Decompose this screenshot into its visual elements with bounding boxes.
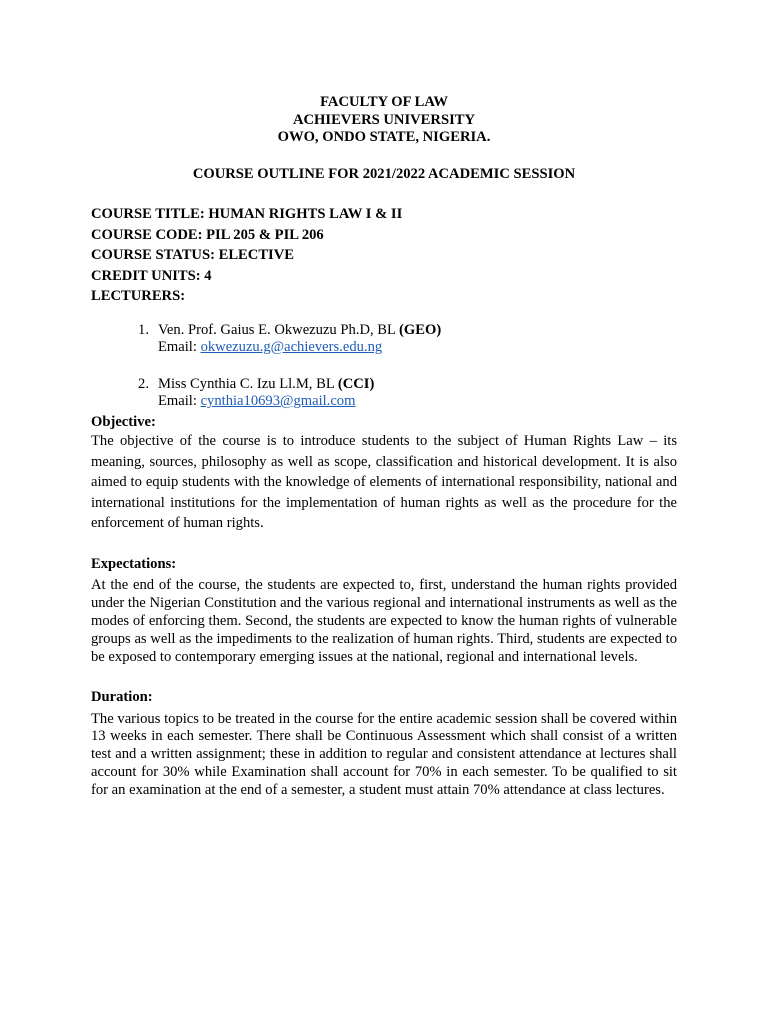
lecturers-list [91,322,677,411]
duration-paragraph: The various topics to be treated in the course for the entire academic session shall be covered within 13 weeks in each semester. There shall be Continuous Assessment which shall consist of a written test and a written assignment; these in addition to regular and consistent attendance at lectures shall account for 30% while Examination shall account for 70% in each semester. To be qualified to sit for an examination at the end of a semester, a student must attain 70% attendance at class lectures. [91,710,677,799]
list-number: 1. [138,321,149,338]
expectations-paragraph: At the end of the course, the students are expected to, first, understand the human rights provided under the Nigerian Constitution and the various regional and international instruments as well as the modes of enforcing them. Second, the students are expected to know the human rights of vulnerable groups as well as the impediments to the realization of human rights. Third, students are expected to be exposed to contemporary emerging issues at the national, regional and international levels. [91,577,677,666]
course-code: COURSE CODE: PIL 205 & PIL 206 [91,226,324,243]
lecturer-initials: (GEO) [399,321,442,338]
course-status: COURSE STATUS: ELECTIVE [91,247,295,263]
course-title: COURSE TITLE: HUMAN RIGHTS LAW I & II [91,206,403,222]
duration-heading: Duration: [91,689,153,705]
objective-paragraph: The objective of the course is to introduce students to the subject of Human Rights Law – its meaning, sources, philosophy as well as scope, classification and historical development. It is also aimed to equip students with the knowledge of elements of international responsibility, national and international institutions for the implementation of human rights as well as the procedure for the enforcement of human rights. [91,433,677,532]
email-label: Email: [158,393,201,409]
email-link[interactable]: okwezuzu.g@achievers.edu.ng [200,339,383,355]
university-name: ACHIEVERS UNIVERSITY [292,111,476,128]
lecturers-label: LECTURERS: [91,288,186,304]
document-header [91,94,677,147]
session-title: COURSE OUTLINE FOR 2021/2022 ACADEMIC SESSION [192,165,576,182]
lecturer-name: Miss Cynthia C. Izu Ll.M, BL [158,375,338,392]
list-number: 2. [138,375,149,392]
faculty-name: FACULTY OF LAW [320,94,448,110]
lecturer-item [91,322,677,357]
university-location: OWO, ONDO STATE, NIGERIA. [277,129,491,145]
lecturer-name: Ven. Prof. Gaius E. Okwezuzu Ph.D, BL [158,321,400,338]
lecturer-item [91,376,677,411]
lecturer-initials: (CCI) [337,375,375,392]
email-label: Email: [158,339,201,355]
email-link[interactable]: cynthia10693@gmail.com [200,393,356,409]
objective-heading: Objective: [91,413,156,430]
course-info [91,204,677,307]
credit-units: CREDIT UNITS: 4 [91,267,212,284]
expectations-heading: Expectations: [91,555,177,572]
